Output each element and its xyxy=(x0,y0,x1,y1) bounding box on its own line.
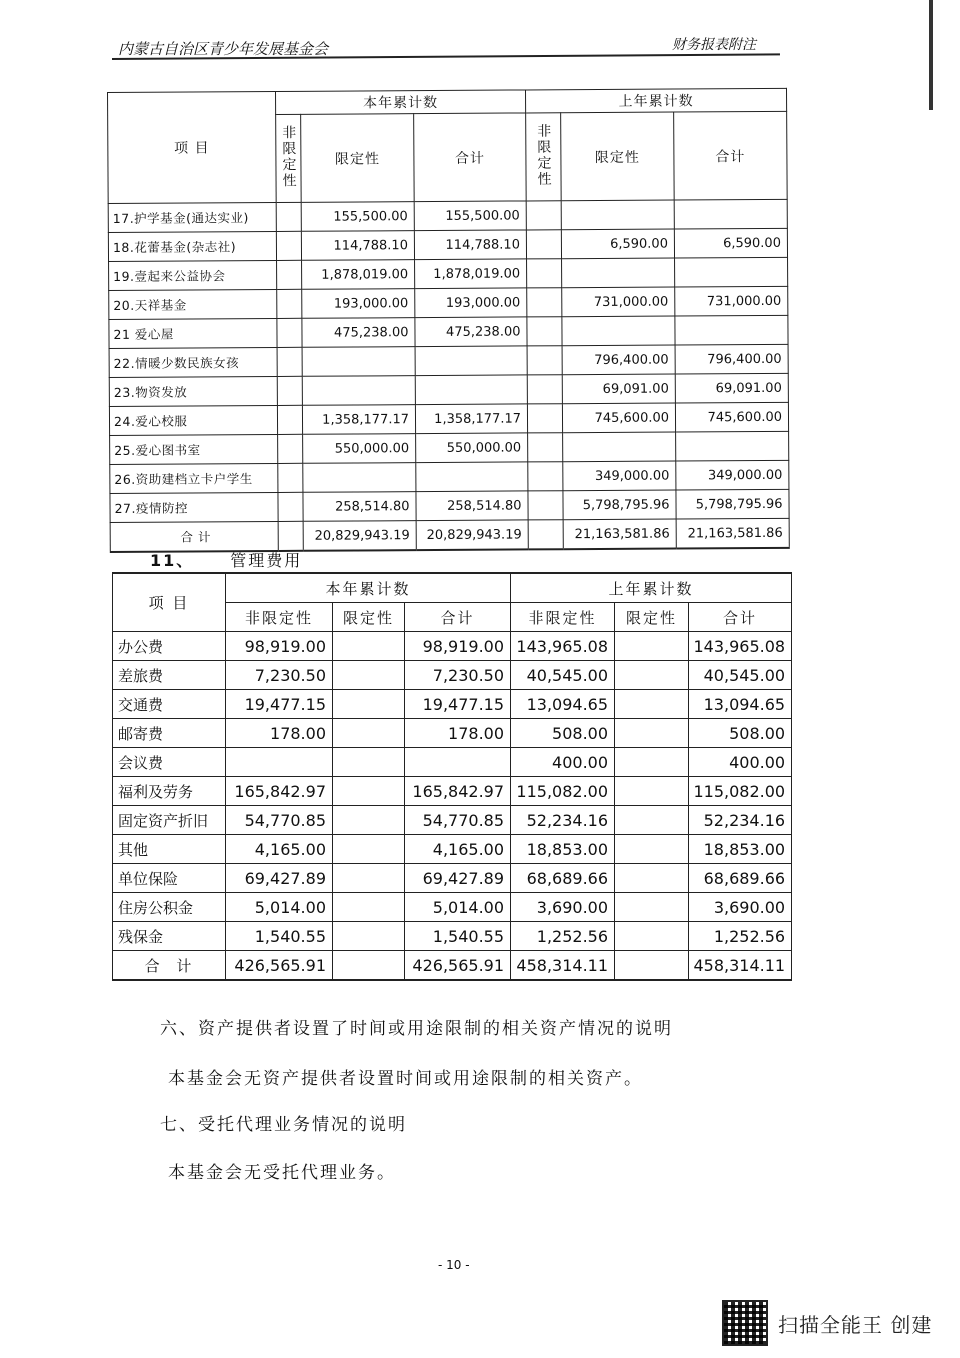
prior-nonrestricted-cell xyxy=(528,491,563,520)
row-name: 住房公积金 xyxy=(113,893,226,922)
prior-restricted-cell xyxy=(615,806,689,835)
prior-restricted-cell: 6,590.00 xyxy=(561,229,674,259)
current-nonrestricted-cell xyxy=(278,463,303,492)
prior-restricted-cell xyxy=(615,835,689,864)
current-total-cell: 178.00 xyxy=(405,719,511,748)
prior-total-cell: 1,252.56 xyxy=(689,922,792,951)
table-row xyxy=(109,286,788,319)
prior-total-cell: 143,965.08 xyxy=(689,632,792,661)
table-row xyxy=(113,719,792,748)
prior-nonrestricted-cell: 400.00 xyxy=(511,748,615,777)
current-total-cell: 426,565.91 xyxy=(405,951,511,981)
current-total-cell: 19,477.15 xyxy=(405,690,511,719)
current-total-cell: 193,000.00 xyxy=(415,288,527,318)
prior-total-cell: 731,000.00 xyxy=(675,286,788,316)
current-restricted-cell: 475,238.00 xyxy=(302,318,415,348)
section-11-heading xyxy=(150,548,302,571)
current-restricted-cell xyxy=(333,748,405,777)
row-name: 邮寄费 xyxy=(113,719,226,748)
row-name: 25.爱心图书室 xyxy=(110,434,278,464)
current-total-cell: 114,788.10 xyxy=(414,230,526,260)
current-nonrestricted-cell xyxy=(277,260,302,289)
current-nonrestricted-cell: 165,842.97 xyxy=(226,777,333,806)
row-name: 18.花蕾基金(杂志社) xyxy=(108,231,276,261)
row-name: 19.壹起来公益协会 xyxy=(109,260,277,290)
scan-edge xyxy=(929,0,933,110)
prior-restricted-cell xyxy=(615,777,689,806)
current-restricted-cell xyxy=(333,690,405,719)
current-total-cell: 550,000.00 xyxy=(416,433,528,463)
current-nonrestricted-cell: 7,230.50 xyxy=(226,661,333,690)
col-total-prior: 合计 xyxy=(674,111,788,200)
prior-nonrestricted-cell: 13,094.65 xyxy=(511,690,615,719)
prior-nonrestricted-cell xyxy=(527,317,562,346)
current-total-cell: 155,500.00 xyxy=(414,201,526,231)
current-total-cell xyxy=(415,346,527,376)
col-total-current: 合计 xyxy=(405,603,511,632)
prior-nonrestricted-cell: 143,965.08 xyxy=(511,632,615,661)
current-nonrestricted-cell: 1,540.55 xyxy=(226,922,333,951)
col-restricted-prior: 限定性 xyxy=(615,603,689,632)
row-name: 26.资助建档立卡户学生 xyxy=(110,463,278,493)
current-restricted-cell: 550,000.00 xyxy=(303,434,416,464)
row-name: 单位保险 xyxy=(113,864,226,893)
prior-restricted-cell xyxy=(615,864,689,893)
col-restricted-current: 限定性 xyxy=(333,603,405,632)
section-11-number: 11、 xyxy=(150,551,195,570)
prior-restricted-cell xyxy=(562,258,675,288)
current-restricted-cell xyxy=(333,864,405,893)
row-name: 其他 xyxy=(113,835,226,864)
prior-restricted-cell xyxy=(615,893,689,922)
group-current-header: 本年累计数 xyxy=(275,90,525,115)
table-row xyxy=(113,748,792,777)
col-total-current: 合计 xyxy=(414,113,527,202)
row-name: 20.天祥基金 xyxy=(109,289,277,319)
current-nonrestricted-cell xyxy=(226,748,333,777)
current-nonrestricted-cell: 19,477.15 xyxy=(226,690,333,719)
prior-restricted-cell xyxy=(615,690,689,719)
row-name: 17.护学基金(通达实业) xyxy=(108,202,276,232)
management-expenses-table xyxy=(112,572,792,981)
row-name: 合 计 xyxy=(110,521,278,552)
row-name: 交通费 xyxy=(113,690,226,719)
current-nonrestricted-cell xyxy=(277,347,302,376)
prior-total-cell xyxy=(676,431,789,461)
group-prior-header: 上年累计数 xyxy=(511,573,792,603)
prior-total-cell: 115,082.00 xyxy=(689,777,792,806)
group-current-header: 本年累计数 xyxy=(226,573,511,603)
current-total-cell: 5,014.00 xyxy=(405,893,511,922)
table-row xyxy=(110,460,789,493)
current-restricted-cell xyxy=(333,951,405,981)
current-restricted-cell xyxy=(303,463,416,493)
section-6-title: 六、资产提供者设置了时间或用途限制的相关资产情况的说明 xyxy=(160,1019,673,1039)
col-item-header: 项 目 xyxy=(108,91,277,203)
current-nonrestricted-cell: 426,565.91 xyxy=(226,951,333,981)
prior-total-cell: 21,163,581.86 xyxy=(676,518,789,548)
current-total-cell: 54,770.85 xyxy=(405,806,511,835)
row-name: 22.情暖少数民族女孩 xyxy=(109,347,277,377)
qr-code-icon xyxy=(722,1300,768,1346)
col-restricted-current: 限定性 xyxy=(301,114,415,203)
row-name: 合 计 xyxy=(113,951,226,981)
current-restricted-cell: 258,514.80 xyxy=(303,492,416,522)
prior-restricted-cell xyxy=(615,951,689,981)
prior-nonrestricted-cell xyxy=(528,433,563,462)
prior-restricted-cell: 349,000.00 xyxy=(563,461,676,491)
current-nonrestricted-cell: 178.00 xyxy=(226,719,333,748)
prior-restricted-cell: 21,163,581.86 xyxy=(563,519,676,549)
current-nonrestricted-cell xyxy=(277,289,302,318)
current-total-cell: 20,829,943.19 xyxy=(416,520,528,550)
table-row xyxy=(109,344,788,377)
prior-nonrestricted-cell: 3,690.00 xyxy=(511,893,615,922)
section-6-body: 本基金会无资产提供者设置时间或用途限制的相关资产。 xyxy=(168,1069,643,1089)
row-name: 差旅费 xyxy=(113,661,226,690)
row-name: 27.疫情防控 xyxy=(110,492,278,522)
table-row xyxy=(113,806,792,835)
current-total-cell: 1,358,177.17 xyxy=(415,404,527,434)
prior-total-cell: 745,600.00 xyxy=(675,402,788,432)
scanner-watermark xyxy=(722,1300,932,1346)
row-name: 21 爱心屋 xyxy=(109,318,277,348)
prior-total-cell: 68,689.66 xyxy=(689,864,792,893)
prior-restricted-cell xyxy=(615,922,689,951)
table-row xyxy=(113,835,792,864)
prior-nonrestricted-cell: 115,082.00 xyxy=(511,777,615,806)
prior-nonrestricted-cell: 458,314.11 xyxy=(511,951,615,981)
current-total-cell xyxy=(416,462,528,492)
current-restricted-cell xyxy=(302,347,415,377)
current-restricted-cell xyxy=(333,719,405,748)
col-nonrestricted-prior: 非限定性 xyxy=(511,603,615,632)
col-nonrestricted-current: 非限定性 xyxy=(276,114,302,202)
table-row xyxy=(108,228,787,261)
prior-nonrestricted-cell xyxy=(528,462,563,491)
prior-nonrestricted-cell xyxy=(527,288,562,317)
current-restricted-cell: 1,878,019.00 xyxy=(302,260,415,290)
current-nonrestricted-cell xyxy=(277,376,302,405)
prior-nonrestricted-cell: 18,853.00 xyxy=(511,835,615,864)
current-restricted-cell xyxy=(333,893,405,922)
prior-total-cell: 400.00 xyxy=(689,748,792,777)
current-nonrestricted-cell xyxy=(277,318,302,347)
table-row xyxy=(109,257,788,290)
table-row xyxy=(113,661,792,690)
row-name: 会议费 xyxy=(113,748,226,777)
current-nonrestricted-cell xyxy=(276,202,301,231)
total-row xyxy=(110,518,789,552)
current-total-cell: 475,238.00 xyxy=(415,317,527,347)
current-nonrestricted-cell: 98,919.00 xyxy=(226,632,333,661)
prior-total-cell xyxy=(675,257,788,287)
table-row xyxy=(108,199,787,232)
current-total-cell: 1,878,019.00 xyxy=(415,259,527,289)
prior-total-cell: 69,091.00 xyxy=(675,373,788,403)
restricted-funds-table xyxy=(107,88,790,553)
prior-restricted-cell xyxy=(615,632,689,661)
table-row xyxy=(113,922,792,951)
current-restricted-cell xyxy=(333,922,405,951)
group-prior-header: 上年累计数 xyxy=(525,88,786,113)
prior-nonrestricted-cell xyxy=(526,201,561,230)
current-restricted-cell: 1,358,177.17 xyxy=(302,405,415,435)
prior-nonrestricted-cell xyxy=(527,259,562,288)
prior-restricted-cell xyxy=(563,432,676,462)
table-row xyxy=(113,893,792,922)
table-row xyxy=(109,315,788,348)
current-restricted-cell xyxy=(333,806,405,835)
prior-total-cell: 3,690.00 xyxy=(689,893,792,922)
prior-total-cell: 5,798,795.96 xyxy=(676,489,789,519)
table-row xyxy=(109,373,788,406)
table-row xyxy=(110,431,789,464)
total-row xyxy=(113,951,792,981)
page-number: - 10 - xyxy=(438,1258,470,1272)
prior-restricted-cell: 69,091.00 xyxy=(562,374,675,404)
current-restricted-cell xyxy=(333,777,405,806)
row-name: 残保金 xyxy=(113,922,226,951)
current-nonrestricted-cell xyxy=(276,231,301,260)
prior-nonrestricted-cell xyxy=(527,346,562,375)
prior-total-cell: 6,590.00 xyxy=(674,228,787,258)
prior-restricted-cell xyxy=(562,316,675,346)
current-total-cell: 165,842.97 xyxy=(405,777,511,806)
watermark-text: 扫描全能王 创建 xyxy=(778,1312,933,1337)
current-nonrestricted-cell xyxy=(278,434,303,463)
prior-nonrestricted-cell: 68,689.66 xyxy=(511,864,615,893)
current-restricted-cell: 114,788.10 xyxy=(301,231,414,261)
prior-total-cell: 40,545.00 xyxy=(689,661,792,690)
section-7-title: 七、受托代理业务情况的说明 xyxy=(160,1115,407,1135)
current-total-cell: 69,427.89 xyxy=(405,864,511,893)
prior-restricted-cell: 731,000.00 xyxy=(562,287,675,317)
prior-total-cell: 458,314.11 xyxy=(689,951,792,981)
current-nonrestricted-cell xyxy=(277,405,302,434)
table-row xyxy=(113,632,792,661)
prior-nonrestricted-cell xyxy=(528,520,563,550)
current-restricted-cell: 20,829,943.19 xyxy=(303,521,416,551)
table-row xyxy=(109,402,788,435)
current-total-cell: 4,165.00 xyxy=(405,835,511,864)
prior-nonrestricted-cell: 40,545.00 xyxy=(511,661,615,690)
current-nonrestricted-cell: 54,770.85 xyxy=(226,806,333,835)
prior-restricted-cell xyxy=(615,748,689,777)
current-restricted-cell xyxy=(333,632,405,661)
prior-nonrestricted-cell: 1,252.56 xyxy=(511,922,615,951)
col-nonrestricted-current: 非限定性 xyxy=(226,603,333,632)
prior-restricted-cell: 745,600.00 xyxy=(562,403,675,433)
prior-total-cell xyxy=(675,315,788,345)
col-total-prior: 合计 xyxy=(689,603,792,632)
current-total-cell xyxy=(415,375,527,405)
current-nonrestricted-cell xyxy=(278,492,303,521)
current-restricted-cell xyxy=(302,376,415,406)
prior-restricted-cell: 796,400.00 xyxy=(562,345,675,375)
section-11-title: 管理费用 xyxy=(230,551,303,570)
current-restricted-cell xyxy=(333,835,405,864)
prior-nonrestricted-cell: 52,234.16 xyxy=(511,806,615,835)
current-restricted-cell xyxy=(333,661,405,690)
section-7-body: 本基金会无受托代理业务。 xyxy=(168,1163,396,1183)
table-row xyxy=(113,690,792,719)
col-item-header: 项 目 xyxy=(113,573,226,632)
prior-total-cell xyxy=(674,199,787,229)
prior-nonrestricted-cell xyxy=(526,230,561,259)
current-total-cell: 98,919.00 xyxy=(405,632,511,661)
current-total-cell: 1,540.55 xyxy=(405,922,511,951)
prior-total-cell: 508.00 xyxy=(689,719,792,748)
current-nonrestricted-cell: 5,014.00 xyxy=(226,893,333,922)
row-name: 24.爱心校服 xyxy=(109,405,277,435)
row-name: 23.物资发放 xyxy=(109,376,277,406)
prior-total-cell: 796,400.00 xyxy=(675,344,788,374)
current-nonrestricted-cell: 4,165.00 xyxy=(226,835,333,864)
current-total-cell xyxy=(405,748,511,777)
current-total-cell: 258,514.80 xyxy=(416,491,528,521)
current-nonrestricted-cell: 69,427.89 xyxy=(226,864,333,893)
prior-total-cell: 349,000.00 xyxy=(676,460,789,490)
current-total-cell: 7,230.50 xyxy=(405,661,511,690)
prior-nonrestricted-cell xyxy=(527,375,562,404)
prior-restricted-cell xyxy=(615,719,689,748)
header-org: 内蒙古自治区青少年发展基金会 xyxy=(118,40,329,58)
table-row xyxy=(110,489,789,522)
prior-total-cell: 13,094.65 xyxy=(689,690,792,719)
prior-nonrestricted-cell: 508.00 xyxy=(511,719,615,748)
col-nonrestricted-prior: 非限定性 xyxy=(526,113,562,201)
row-name: 福利及劳务 xyxy=(113,777,226,806)
table-row xyxy=(113,864,792,893)
prior-restricted-cell xyxy=(561,200,674,230)
col-restricted-prior: 限定性 xyxy=(561,112,675,201)
current-restricted-cell: 155,500.00 xyxy=(301,202,414,232)
prior-nonrestricted-cell xyxy=(527,404,562,433)
prior-restricted-cell: 5,798,795.96 xyxy=(563,490,676,520)
current-restricted-cell: 193,000.00 xyxy=(302,289,415,319)
prior-total-cell: 18,853.00 xyxy=(689,835,792,864)
row-name: 办公费 xyxy=(113,632,226,661)
current-nonrestricted-cell xyxy=(278,521,303,551)
prior-restricted-cell xyxy=(615,661,689,690)
header-doc-title: 财务报表附注 xyxy=(672,37,756,53)
row-name: 固定资产折旧 xyxy=(113,806,226,835)
prior-total-cell: 52,234.16 xyxy=(689,806,792,835)
table-row xyxy=(113,777,792,806)
